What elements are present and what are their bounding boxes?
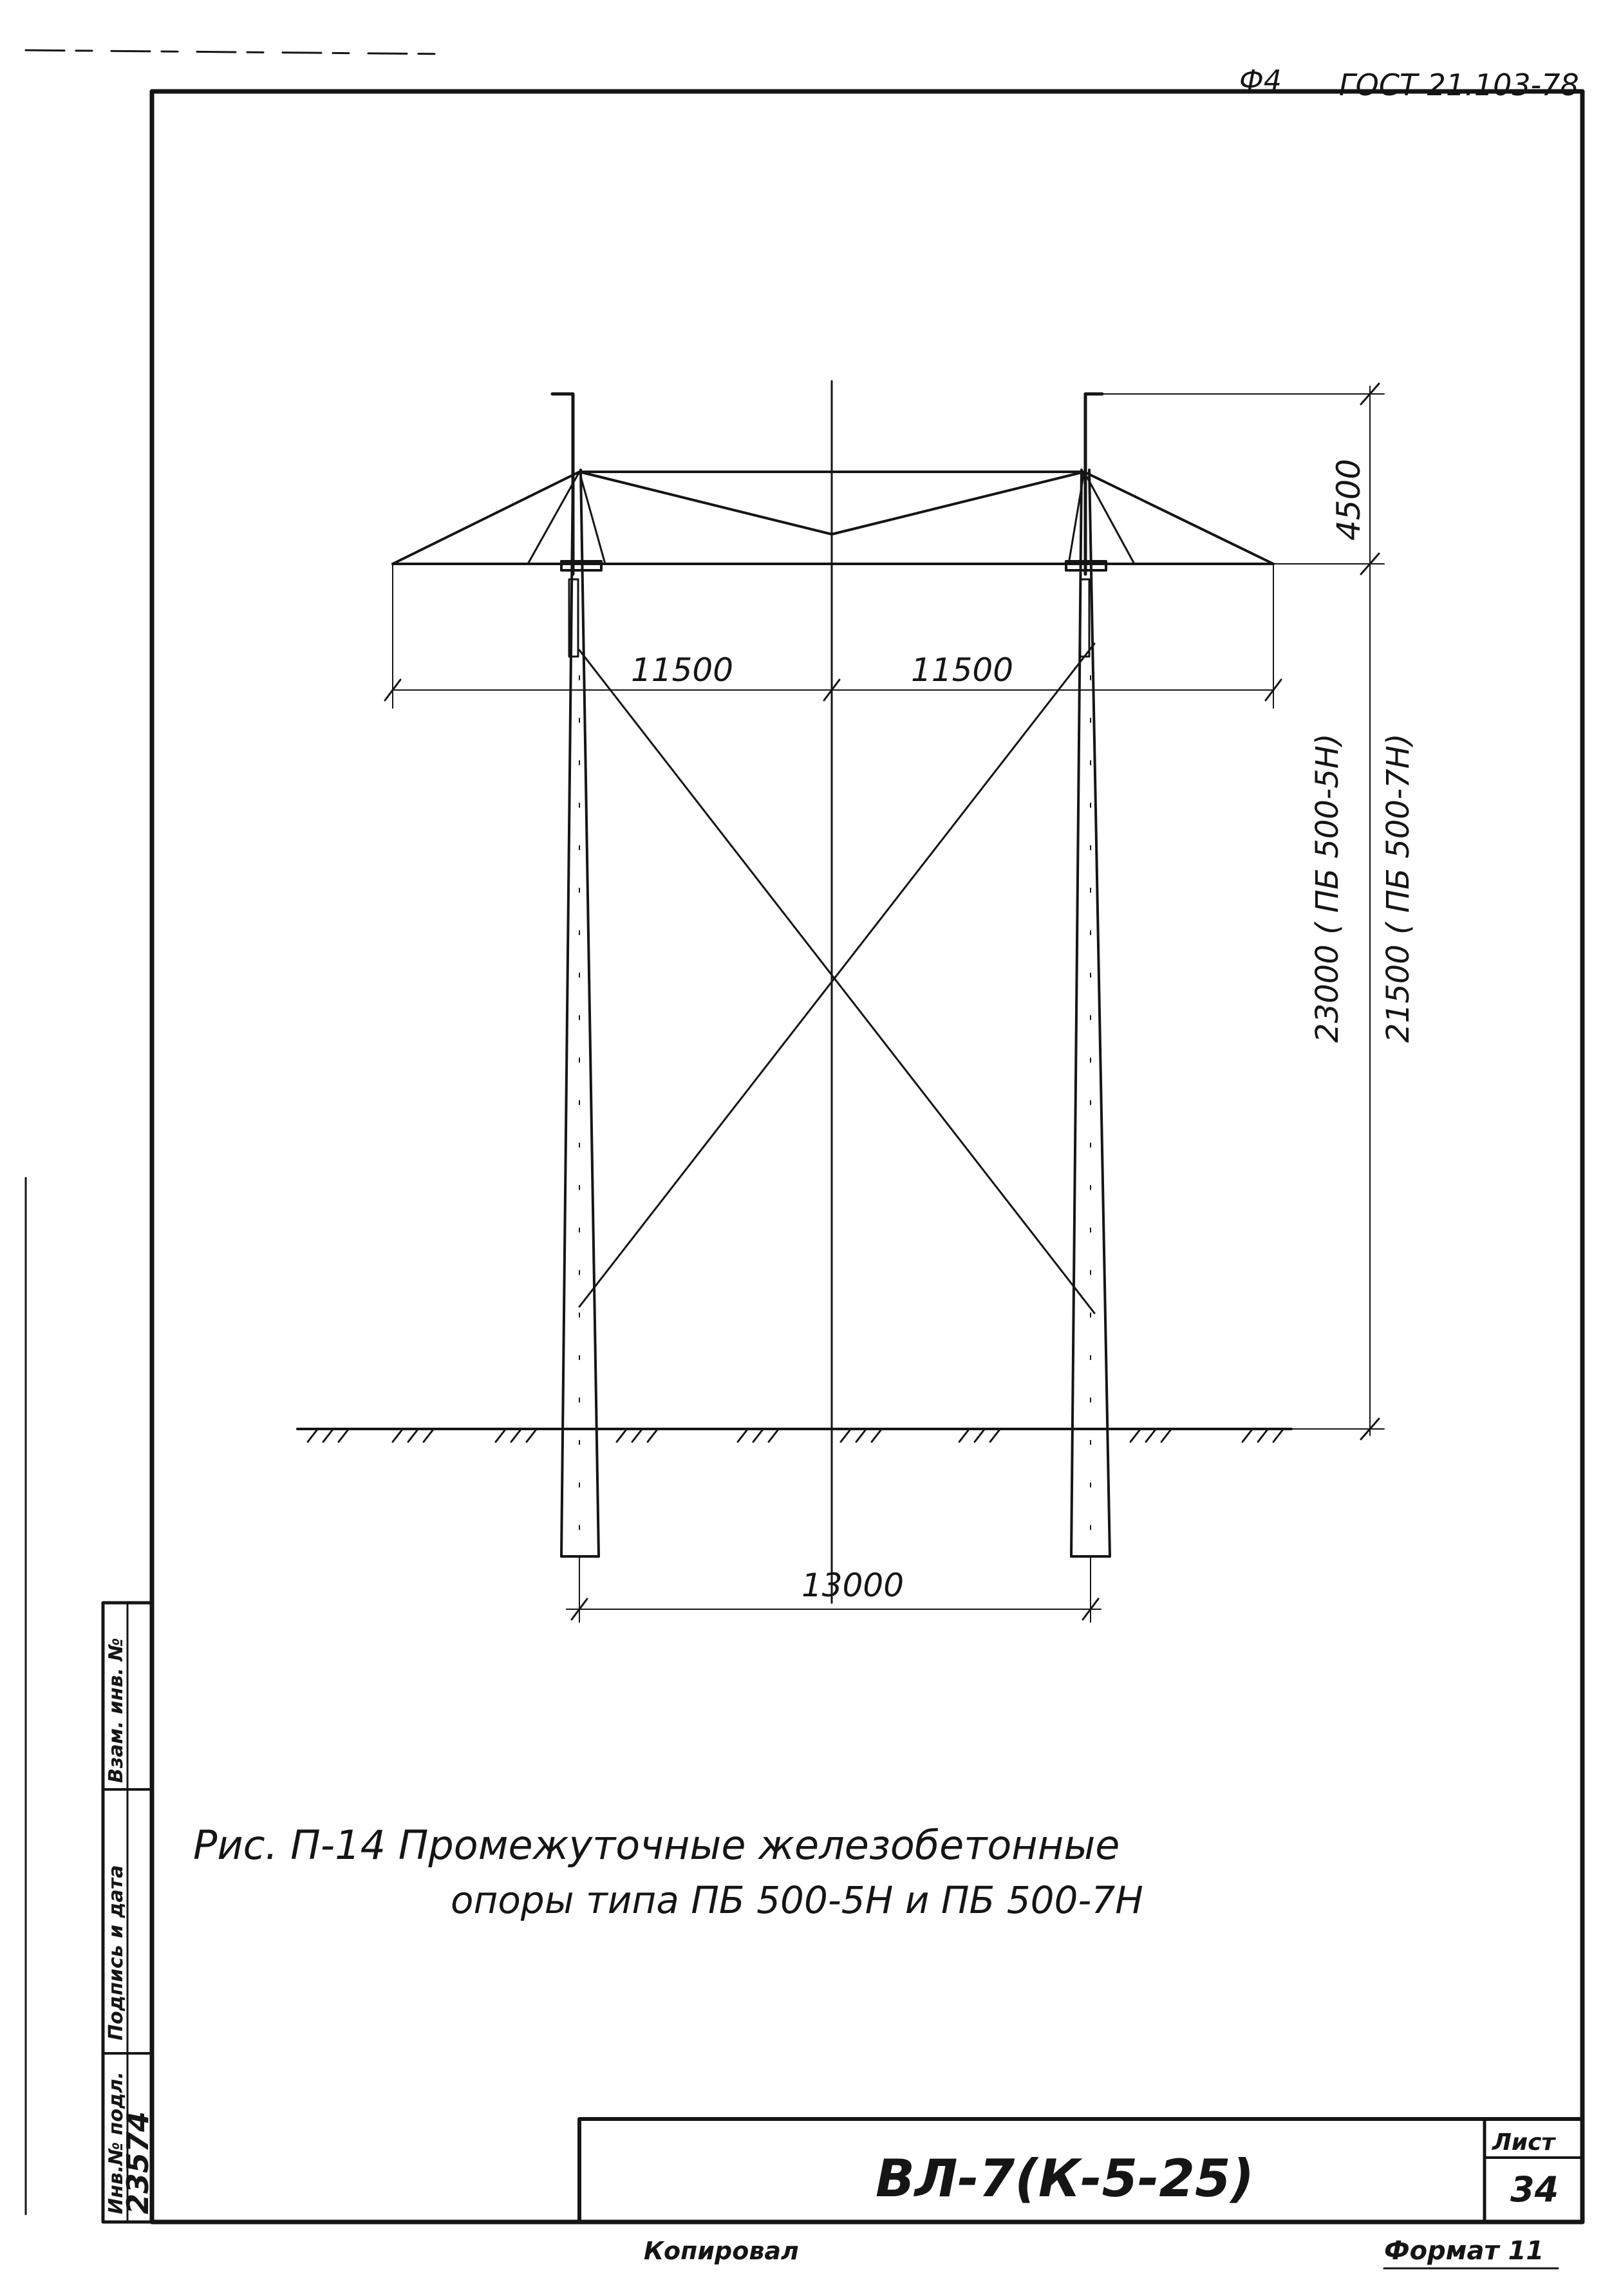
sign-date-label: Подпись и дата (105, 1865, 127, 2040)
tower-drawing (297, 381, 1416, 1622)
standard-label: ГОСТ 21.103-78 (1339, 68, 1579, 102)
ground-line (297, 1429, 1291, 1442)
dim-height-5h: 23000 ( ПБ 500-5Н) (1309, 733, 1345, 1043)
brace-diagonal-2 (579, 644, 1094, 1307)
right-pole (1066, 394, 1110, 1556)
side-stamp (26, 1178, 152, 2222)
inv-podl-label: Инв.№ подл. (105, 2071, 127, 2214)
caption-line-2: опоры типа ПБ 500-5Н и ПБ 500-7Н (451, 1878, 1143, 1922)
left-pole (552, 394, 601, 1556)
drawing-designation: ВЛ-7(К-5-25) (876, 2149, 1255, 2208)
scan-edge-line (26, 50, 451, 54)
format-label: Формат 11 (1384, 2236, 1544, 2266)
dim-crossarm-right: 11500 (911, 651, 1014, 689)
dim-top-section: 4500 (1330, 458, 1367, 541)
caption-line-1: Рис. П-14 Промежуточные железобетонные (193, 1822, 1120, 1869)
crossarm (393, 472, 1273, 564)
inv-podl-value: 23574 (120, 2111, 155, 2214)
crossarm-dimension (385, 564, 1281, 708)
dim-height-7h: 21500 ( ПБ 500-7Н) (1380, 733, 1416, 1043)
brace-diagonal-1 (579, 650, 1094, 1313)
sheet-label: Лист (1492, 2129, 1555, 2156)
vzam-inv-label: Взам. инв. № (105, 1638, 127, 1783)
copied-label: Копировал (644, 2237, 799, 2265)
dim-base-width: 13000 (801, 1567, 904, 1604)
dim-crossarm-left: 11500 (631, 651, 734, 689)
sheet-code: Ф4 (1239, 64, 1282, 97)
sheet-number: 34 (1510, 2169, 1559, 2210)
